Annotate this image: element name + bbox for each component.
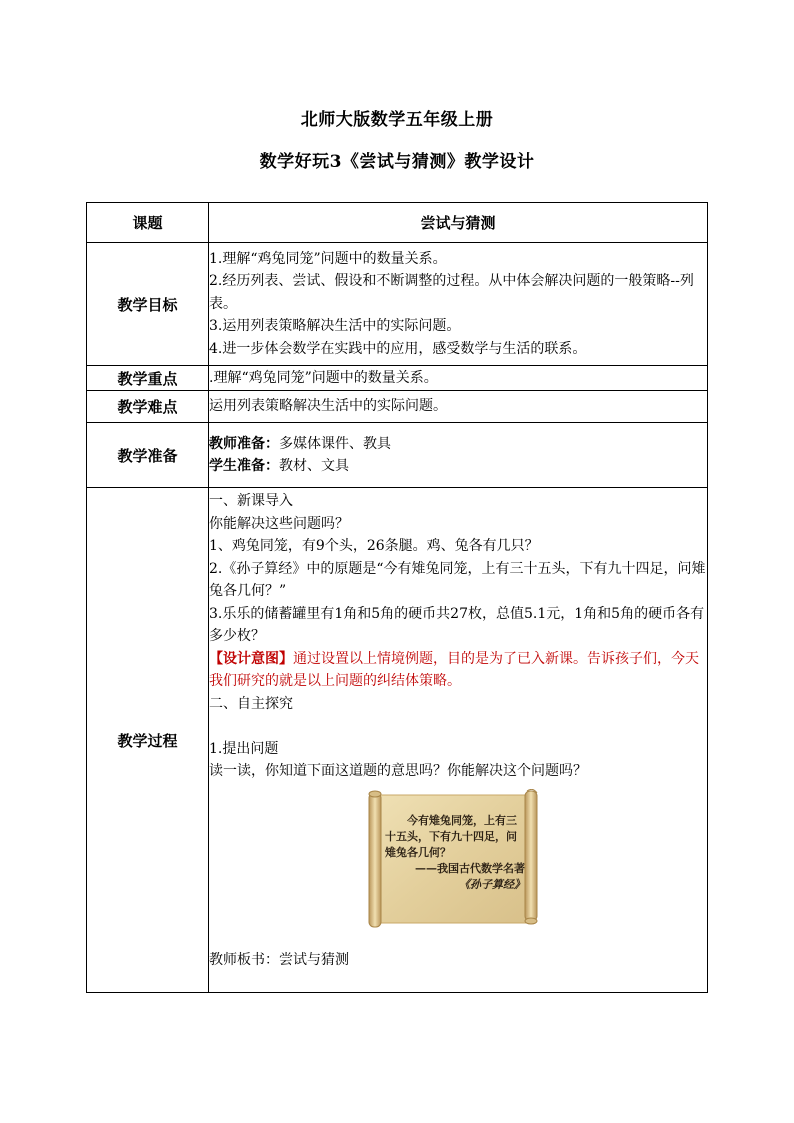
table-row-process (87, 488, 708, 993)
table-row-difficulty (87, 391, 708, 423)
prep-student (209, 455, 707, 478)
difficulty-label: 教学难点 (87, 391, 209, 423)
table-row-prep (87, 423, 708, 488)
scroll-book: 《孙子算经》 (459, 877, 525, 891)
question-1: 1、鸡兔同笼，有9个头，26条腿。鸡、兔各有几只？ (209, 538, 539, 554)
section-heading: 一、新课导入 (209, 493, 293, 509)
difficulty-value: 运用列表策略解决生活中的实际问题。 (209, 391, 708, 423)
prep-student-value: 教材、文具 (279, 458, 349, 474)
question-2: 2.《孙子算经》中的原题是“今有雉兔同笼，上有三十五头，下有九十四足，问雉兔各几何？” (209, 560, 706, 599)
reading-prompt: 读一读，你知道下面这道题的意思吗？你能解决这个问题吗？ (209, 763, 587, 779)
table-row-topic (87, 203, 708, 243)
process-label: 教学过程 (87, 488, 209, 993)
topic-value: 尝试与猜测 (209, 203, 708, 243)
goal-item: 1.理解“鸡兔同笼”问题中的数量关系。 (209, 250, 447, 267)
question-3: 3.乐乐的储蓄罐里有1角和5角的硬币共27枚，总值5.1元，1角和5角的硬币各有多少枚？ (209, 605, 705, 644)
prep-label: 教学准备 (87, 423, 209, 488)
process-cell (209, 488, 708, 993)
document-title: 北师大版数学五年级上册 (300, 110, 494, 130)
document-subtitle: 数学好玩3《尝试与猜测》教学设计 (259, 152, 535, 172)
topic-label: 课题 (87, 203, 209, 243)
prep-teacher-label: 教师准备： (209, 435, 279, 452)
prep-cell (209, 423, 708, 488)
prep-teacher (209, 433, 707, 456)
table-row-goals (87, 243, 708, 366)
goal-item: 3.运用列表策略解决生活中的实际问题。 (209, 318, 461, 335)
goals-cell (209, 243, 708, 366)
prep-teacher-value: 多媒体课件、教具 (279, 435, 391, 452)
scroll-source: ——我国古代数学名著 (415, 861, 525, 875)
step-heading: 1.提出问题 (209, 740, 279, 757)
key-label: 教学重点 (87, 366, 209, 391)
question-intro: 你能解决这些问题吗？ (209, 515, 349, 532)
blank-line (209, 715, 707, 738)
board-note: 教师板书：尝试与猜测 (209, 951, 349, 968)
goals-label: 教学目标 (87, 243, 209, 366)
prep-student-label: 学生准备： (209, 458, 279, 474)
design-intent-tag: 【设计意图】 (209, 650, 293, 667)
section-heading: 二、自主探究 (209, 695, 293, 712)
table-row-key (87, 366, 708, 391)
scroll-problem: 今有雉兔同笼，上有三十五头，下有九十四足，问雉兔各几何？ (385, 813, 517, 859)
goal-item: 4.进一步体会数学在实践中的应用，感受数学与生活的联系。 (209, 340, 587, 357)
scroll-text (385, 813, 525, 893)
design-intent (209, 648, 707, 693)
goal-item: 2.经历列表、尝试、假设和不断调整的过程。从中体会解决问题的一般策略--列表。 (209, 273, 694, 312)
design-intent-text: 通过设置以上情境例题，目的是为了已入新课。告诉孩子们，今天我们研究的就是以上问题的纠结体策略。 (209, 650, 699, 689)
lesson-plan-table (86, 202, 708, 993)
ancient-scroll-image (367, 789, 539, 929)
key-value: .理解“鸡兔同笼”问题中的数量关系。 (209, 366, 708, 391)
scroll-figure (209, 789, 707, 949)
